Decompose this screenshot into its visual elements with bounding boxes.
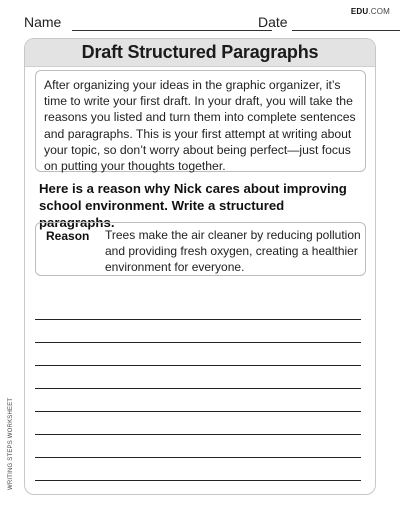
writing-line[interactable]: [35, 343, 361, 366]
date-field-line[interactable]: [292, 30, 400, 31]
writing-line[interactable]: [35, 458, 361, 481]
site-logo: [351, 7, 390, 16]
writing-line[interactable]: [35, 389, 361, 412]
intro-text: After organizing your ideas in the graphic organizer, it’s time to write your first draft. In your draft, you will take the reasons you listed and turn them into complete sentences and paragraphs. This is your first attempt at writing about your topic, so don’t worry about being perfect—just focus on putting your thoughts together.: [44, 78, 356, 174]
title-bar: [25, 39, 375, 67]
logo-edu: EDU: [350, 7, 369, 16]
worksheet-title: Draft Structured Paragraphs: [81, 42, 319, 62]
writing-lines: [35, 297, 361, 495]
writing-line[interactable]: [35, 481, 361, 495]
worksheet-card: [24, 38, 376, 495]
writing-line[interactable]: [35, 366, 361, 389]
reason-box: [35, 222, 366, 276]
header-row: [24, 14, 376, 34]
date-label: Date: [258, 14, 288, 30]
intro-box: [35, 70, 366, 172]
writing-line[interactable]: [35, 320, 361, 343]
writing-line[interactable]: [35, 435, 361, 458]
logo-com: .COM: [368, 7, 390, 16]
writing-line[interactable]: [35, 297, 361, 320]
reason-text: Trees make the air cleaner by reducing pollution and providing fresh oxygen, creating a healthier environment for everyone.: [105, 228, 361, 275]
reason-label: Reason: [46, 229, 90, 243]
name-field-line[interactable]: [72, 30, 272, 31]
writing-prompt: Here is a reason why Nick cares about improving school environment. Write a structured paragraphs.: [39, 181, 347, 230]
side-label: WRITING STEPS WORKSHEET: [8, 397, 14, 490]
writing-line[interactable]: [35, 412, 361, 435]
name-label: Name: [24, 14, 62, 30]
